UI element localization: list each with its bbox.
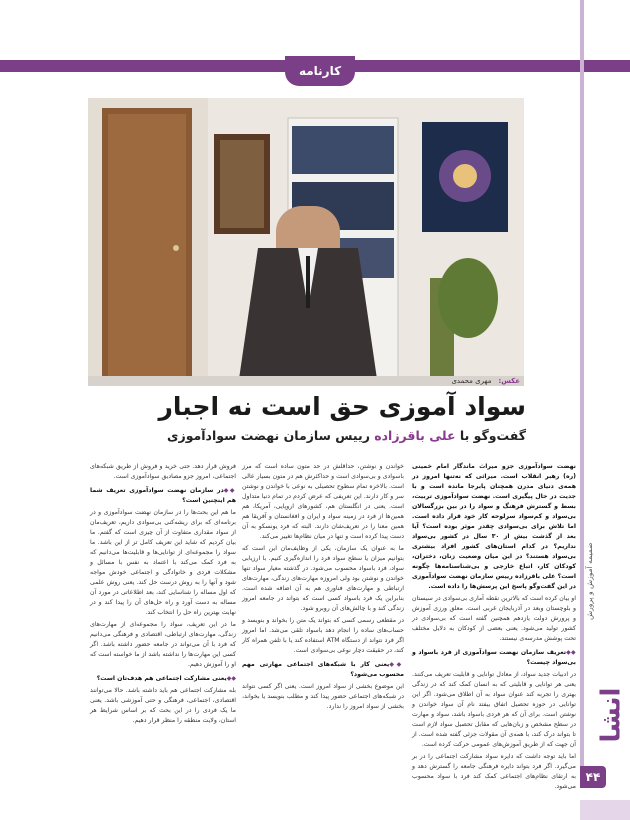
magazine-logo: انشا bbox=[596, 687, 627, 743]
paragraph: نهضت سوادآموزی جزو میراث ماندگار امام خمینی (ره) رهبر انقلاب است. میراثی که نه‌تنها امروز در همه‌ی دنیای مدرن همچنان پابرجا مانده است و با جدیت در حال پیگیری است. نهضت سوادآموزی تربیت، بسط و گسترش فرهنگ و سواد را در بین بزرگسالان بی‌سواد و کم‌سواد سرلوحه کار خود قرار داده است. اما تلاش برای بی‌سوادی چقدر موثر بوده است؟ آیا بعد از گذشت بیش از ۳۰ سال در کشور بی‌سواد نداریم؟ در کدام استان‌های کشور افراد بیشتری بی‌سواد هستند؟ در این میان وضعیت زنان، دختران، کودکان کار، اتباع خارجی و بی‌شناسنامه‌ها چگونه است؟ علی باقرزاده رییس سازمان نهضت سوادآموزی در این گفت‌وگو پاسخ این پرسش‌ها را داده است. bbox=[412, 463, 576, 590]
article-photo bbox=[88, 98, 524, 386]
paragraph: اما باید توجه داشت که دایره سواد مشارکت اجتماعی را در بر می‌گیرد. اگر فرد بتواند دایره فرهنگی جامعه را گسترش دهد و به ارتقای نظام‌های اجتماعی کمک کند فرد با سواد محسوب می‌شود. bbox=[412, 753, 576, 790]
article-title: سواد آموزی حق است نه اجبار bbox=[158, 392, 526, 421]
paragraph: در ادبیات جدید سواد، از معادل توانایی و قابلیت تعریف می‌کنند. یعنی هر توانایی و قابلیتی که به انسان کمک کند که در زندگی بهتری را تجربه کند عنوان سواد به آن اطلاق می‌شود. اگر این توانایی در حوزه تحصیل اتفاق بیفتد نام آن سواد خواندن و نوشتن است. برای آن که هر فردی باسواد باشد، سواد و مهارت در سطح مشخص و زبان‌هایی که مقابل تحصیل سواد لازم است تا بتواند درک کند، با همه‌ی آن مقولات جزئی گفته شده است. از آن جهت که از طریق آموزش‌های عمومی حرکت کرده است. bbox=[412, 671, 576, 748]
interview-question: ◆◆ تعریف سازمان نهضت سوادآموزی از فرد باسواد و بی‌سواد چیست؟ bbox=[412, 648, 576, 668]
column-left bbox=[90, 462, 236, 728]
interview-photo-illustration bbox=[88, 98, 524, 386]
paragraph: این موضوع بخشی از سواد امروز است. یعنی اگر کسی نتواند در شبکه‌های اجتماعی حضور پیدا کند و مطلب بنویسد یا بخواند، بخشی از سواد امروز را ندارد. bbox=[242, 683, 404, 710]
sidebar-vertical-title: ضمیمه آموزش و پرورش bbox=[585, 542, 594, 620]
interview-question: ◆◆ یعنی مشارکت اجتماعی هم هدف‌تان است؟ bbox=[90, 674, 236, 684]
caption-name: مهری محمدی bbox=[451, 377, 492, 385]
subtitle-suffix: رییس سازمان نهضت سوادآموزی bbox=[167, 428, 370, 443]
paragraph: بله مشارکت اجتماعی هم باید داشته باشد. حالا می‌توانند اقتصادی، اجتماعی، فرهنگی و حتی آموزشی باشد. یعنی ما یک فردی را در این بحث که بر اساس شرایط هر استان، ولایت منطقه را منظر قرار دهیم. bbox=[90, 687, 236, 724]
paragraph: در مقطعی رسمی کسی که بتواند یک متن را بخواند و بنویسد و حساب‌های ساده را انجام دهد باسواد تلقی می‌شد. اما امروز اگر فرد نتواند از دستگاه ATM استفاده کند یا با تلفن همراه کار کند، در حقیقت دچار نوعی بی‌سوادی است. bbox=[242, 617, 404, 654]
subtitle-name: علی باقرزاده bbox=[374, 428, 456, 443]
interview-question: ◆◆ در سازمان نهضت سوادآموزی تعریف شما هم اینچنین است؟ bbox=[90, 486, 236, 506]
caption-label: عکس: bbox=[498, 377, 520, 385]
article-subtitle bbox=[90, 428, 526, 443]
bottom-band bbox=[580, 800, 630, 820]
sidebar-bar bbox=[580, 0, 584, 780]
section-tab bbox=[285, 56, 355, 86]
paragraph: ما در این تعریف، سواد را مجموعه‌ای از مهارت‌های زندگی، مهارت‌های ارتباطی، اقتصادی و فرهنگی می‌دانیم که فرد با آن می‌تواند در جامعه حضور داشته باشد. اگر کسی این مهارت‌ها را نداشته باشد از ما خواسته است که او را آموزش دهیم. bbox=[90, 621, 236, 668]
paragraph: ما هم این بحث‌ها را در سازمان نهضت سوادآموزی و در برنامه‌ای که برای ریشه‌کنی بی‌سوادی داریم، تعریف‌مان از سواد مقداری متفاوت از آن چیزی است که گفتم. ما بیان کردیم که شاید این تعریف کامل تر از این باشد. ما سواد را مجموعه‌ای از توانایی‌ها و قابلیت‌ها می‌دانیم که به فرد کمک می‌کند با اعتماد به نفس با مسائل و مشکلات فردی و خانوادگی و اجتماعی خودش مواجه شود و آنها را به روش درست حل کند. یعنی روش علمی که اول مساله را شناسایی کند، بعد اطلاعاتی در مورد آن مساله به دست آورد و راه حل‌های آن را پیدا کند و در نهایت بهترین راه حل را انتخاب کند. bbox=[90, 509, 236, 616]
paragraph: او بیان کرده است که بالاترین نقطه آماری بی‌سوادی در سیستان و بلوچستان وبعد در آذربایجان غربی است. معلق ورزی آموزش و پرورش دولت یازدهم همچنین گفته است که بی‌سوادی در کشور تولید می‌شود. یعنی بعضی از کودکان به دلایل مختلف تحت پوشش مدرسه‌ی نیستند. bbox=[412, 595, 576, 642]
paragraph: فروش قرار دهد. حتی خرید و فروش از طریق شبکه‌های اجتماعی، امروز جزو مصادیق سوادآموزی است. bbox=[90, 463, 236, 480]
paragraph: خواندن و نوشتن، حداقلش در حد متون ساده است که مرز باسوادی و بی‌سوادی است و حداکثرش هم در متون بسیار عالی است. بالاخره تمام سطوح تحصیلی به نوعی با خواندن و نوشتن سر و کار دارند. این تعریفی که عرض کردم در تمام دنیا متداول است. یعنی در انگلستان هم، کشورهای اروپایی، آمریکا، هم همین‌ها از فرد در زمینه سواد و ایران و افغانستان و آفریقا هم همین معنا را در تعریف‌شان دارند. البته که فرد یونسکو به آن دست پیدا کرده است و تنها در میان نظام‌ها تغییر می‌کند. bbox=[242, 463, 404, 540]
column-right bbox=[412, 462, 576, 794]
page-number: ۴۴ bbox=[580, 766, 606, 788]
subtitle-prefix: گفت‌وگو با bbox=[459, 428, 526, 443]
section-label: کارنامه bbox=[298, 64, 342, 78]
photo-caption bbox=[88, 376, 524, 386]
column-middle bbox=[242, 462, 404, 714]
interview-question: ◆◆ یعنی کار با شبکه‌های اجتماعی مهارتی مهم محسوب می‌شود؟ bbox=[242, 660, 404, 680]
paragraph: ما به عنوان یک سازمان، یکی از وظایف‌مان این است که بتوانیم میزان یا سطح سواد فرد را اندازه‌گیری کنیم. با ارزیابی سواد، فرد باسواد محسوب می‌شود. در گذشته معیار سواد تنها خواندن و نوشتن بود ولی امروزه مهارت‌های زندگی، مهارت‌های ارتباطی و مهارت‌های فناوری هم به آن اضافه شده است. بنابراین یک فرد باسواد کسی است که بتواند در جامعه امروز زندگی کند و با چالش‌های آن روبرو شود. bbox=[242, 545, 404, 612]
